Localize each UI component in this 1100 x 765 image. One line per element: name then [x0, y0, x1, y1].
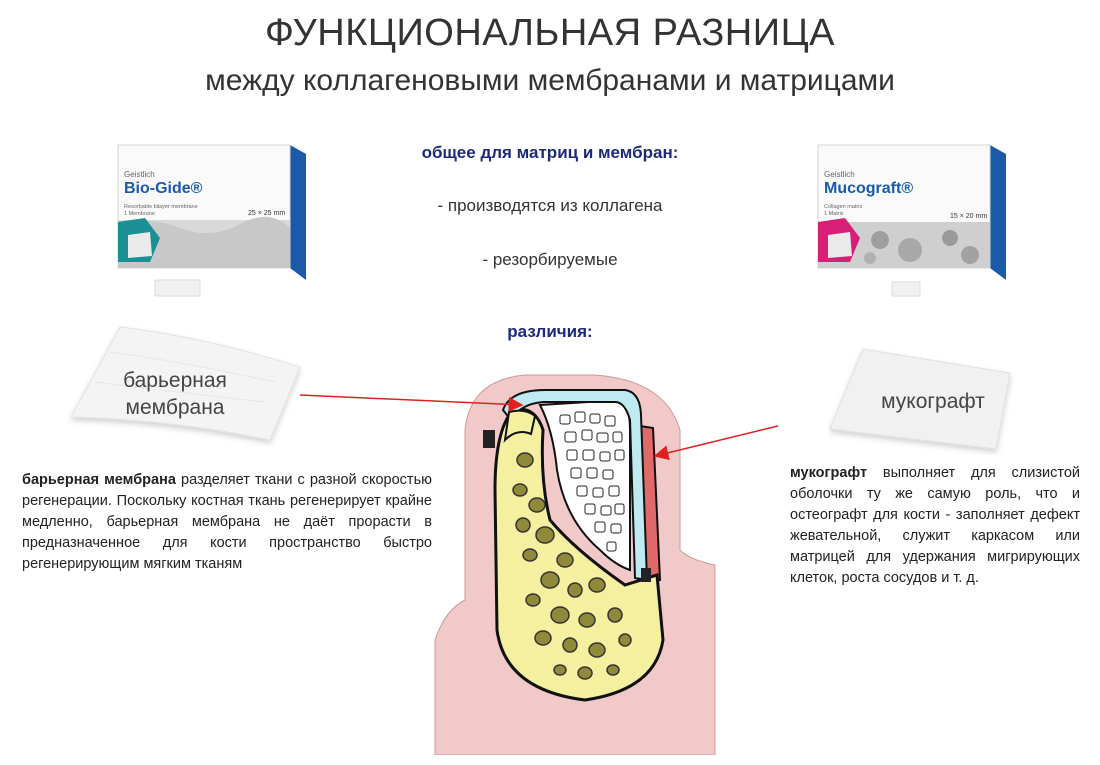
barrier-membrane-text: разделяет ткани с разной скоростью регенерации. Поскольку костная ткань регенерирует крайне медленно, барьерная мембрана не даёт прорасти в предназначенное для кости пространство быстро регенерирующим мягким тканям: [22, 472, 432, 572]
mucograft-box-shape: [810, 140, 1025, 305]
barrier-membrane-description: [22, 470, 432, 575]
mucograft-description: [790, 463, 1080, 589]
biogide-desc: Resorbable bilayer membrane: [124, 204, 198, 210]
barrier-membrane-pad: [65, 322, 305, 447]
mucograft-pad: [828, 345, 1018, 455]
mucograft-brand: Geistlich: [824, 170, 855, 179]
barrier-membrane-label-line2: мембрана: [125, 396, 225, 419]
fixation-pin-right: [641, 568, 651, 582]
mucograft-size: 15 × 20 mm: [950, 213, 988, 220]
biogide-product-box: [110, 140, 310, 305]
barrier-membrane-term: барьерная мембрана: [22, 472, 176, 488]
fixation-pin-left: [483, 430, 495, 448]
mucograft-product-box: [810, 140, 1025, 305]
barrier-membrane-label-line1: барьерная: [123, 369, 227, 392]
common-item-resorbable: - резорбируемые: [482, 250, 618, 269]
jaw-cross-section-diagram: [425, 370, 725, 755]
mucograft-name: Mucograft®: [824, 180, 914, 197]
page-title: ФУНКЦИОНАЛЬНАЯ РАЗНИЦА: [264, 12, 836, 54]
common-item-collagen: - производятся из коллагена: [437, 196, 663, 215]
biogide-brand: Geistlich: [124, 170, 155, 179]
mucograft-count: 1 Matrix: [824, 211, 844, 217]
mucograft-text: выполняет для слизистой оболочки ту же самую роль, что и остеографт для кости - заполняет дефект жевательной, служит каркасом или матрицей для удержания мигрирующих клеток, роста сосудов и т. д.: [790, 465, 1080, 586]
biogide-size: 25 × 25 mm: [248, 210, 286, 217]
mucograft-desc: Collagen matrix: [824, 204, 863, 210]
biogide-name: Bio-Gide®: [124, 180, 203, 197]
common-heading: общее для матриц и мембран:: [421, 143, 679, 162]
biogide-count: 1 Membrane: [124, 211, 155, 217]
biogide-box-shape: [110, 140, 310, 305]
mucograft-pad-label: мукографт: [881, 390, 985, 413]
mucograft-term: мукографт: [790, 465, 868, 481]
differences-heading: различия:: [507, 322, 593, 341]
page-subtitle: между коллагеновыми мембранами и матрицами: [205, 64, 895, 97]
